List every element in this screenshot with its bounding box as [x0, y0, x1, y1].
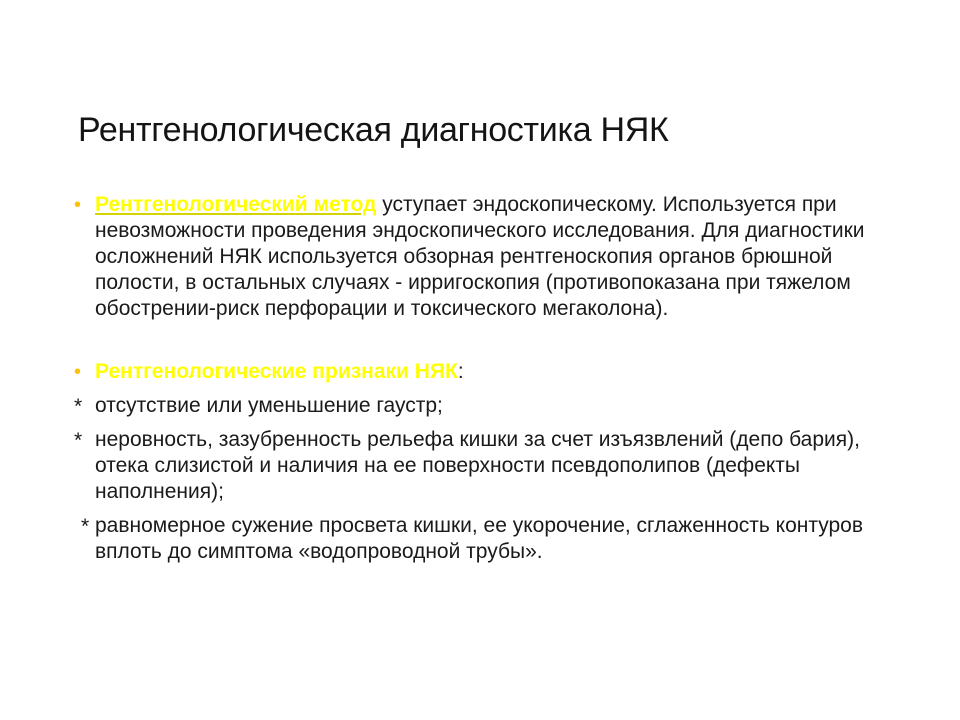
sign-text: отсутствие или уменьшение гаустр; [95, 394, 443, 417]
bullet-dot-icon: • [74, 361, 82, 383]
spacer [74, 322, 874, 359]
asterisk-icon: * [74, 395, 83, 418]
sign-text: неровность, зазубренность рельефа кишки за счет изъязвлений (депо бария), отека слизистой и наличия на ее поверхности псевдополипов (дефекты наполнения); [95, 428, 860, 503]
highlight-signs: Рентгенологические признаки НЯК [95, 360, 458, 383]
sign-item [74, 393, 874, 419]
sign-item [74, 427, 874, 505]
sign-text: равномерное сужение просвета кишки, ее укорочение, сглаженность контуров вплоть до симптома «водопроводной трубы». [95, 514, 864, 563]
bullet-dot-icon: • [74, 194, 82, 216]
bullet-signs-heading [74, 359, 874, 385]
asterisk-icon: * [74, 429, 83, 452]
slide-title: Рентгенологическая диагностика НЯК [78, 110, 669, 149]
bullet-method-text: уступает эндоскопическому. Используется при невозможности проведения эндоскопического исследования. Для диагностики осложнений НЯК используется обзорная рентгеноскопия органов брюшной полости, в остальных случаях - ирригоскопия (противопоказана при тяжелом обострении-риск перфорации и токсического мегаколона). [95, 193, 865, 320]
bullet-method [74, 192, 874, 322]
sign-item [74, 513, 874, 565]
highlight-method: Рентгенологический метод [95, 193, 377, 216]
signs-heading-colon: : [457, 360, 464, 383]
asterisk-icon: * [81, 515, 90, 538]
slide-body [74, 192, 874, 565]
